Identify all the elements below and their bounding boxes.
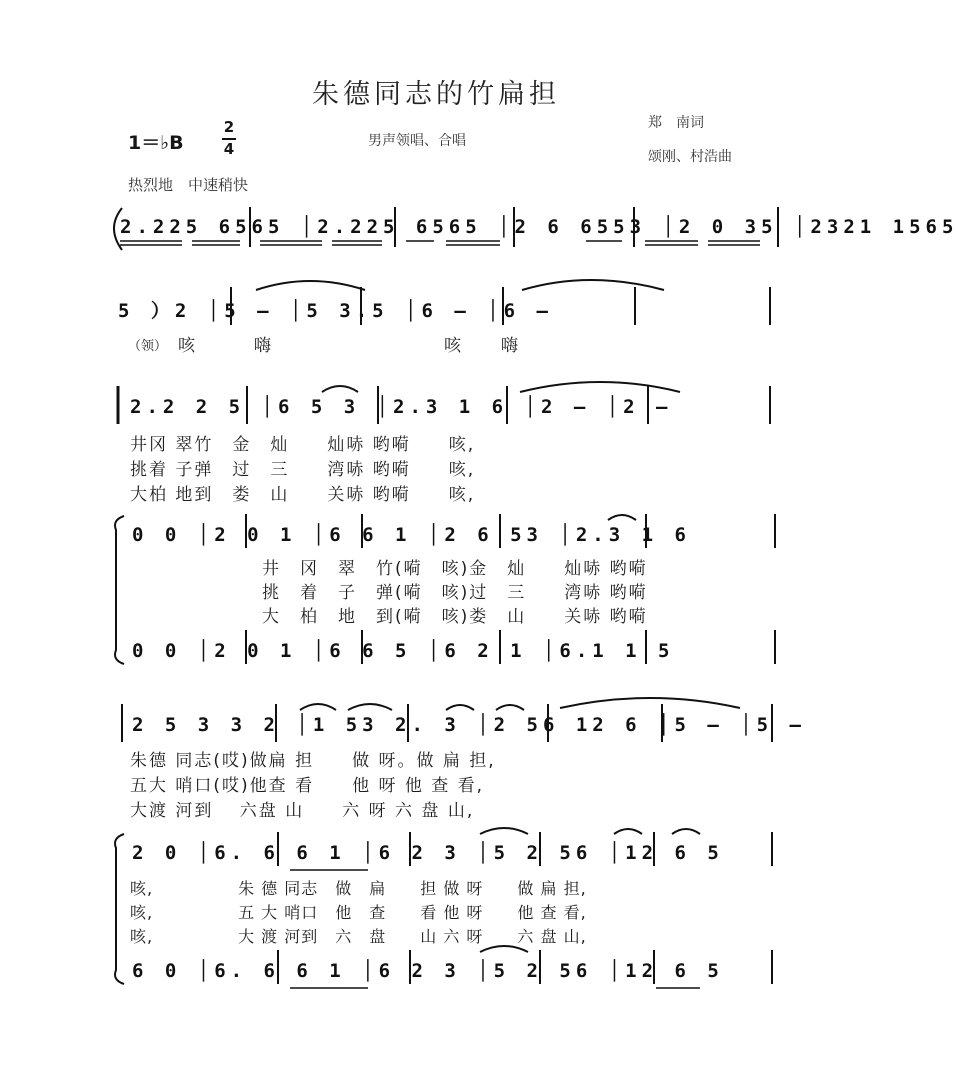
- intro-line2-notes: 5 ）2 │5 – │5 3.5 │6 – │6 –: [118, 300, 553, 322]
- tie-arc: [256, 281, 365, 290]
- tie-arc: [672, 829, 700, 834]
- tie-arc: [522, 280, 664, 290]
- lyricist-credit: 郑 南词: [648, 115, 704, 131]
- chorus2-lower-notes: 6 0 │6. 6 6 1 │6 2 3 │5 2 56 │12 6 5: [132, 960, 724, 982]
- tie-arc: [560, 698, 740, 708]
- tie-arc: [446, 705, 474, 710]
- system-brace: [115, 516, 124, 664]
- chorus1-lyric-2: 挑 着 子 弹(嗬 咳)过 三 湾哧 哟嗬: [262, 583, 648, 603]
- solo-notes: 2.2 2 5 │6 5 3 │2.3 1 6 │2 – │2 –: [130, 396, 673, 418]
- chorus1-lyric-3: 大 柏 地 到(嗬 咳)娄 山 关哧 哟嗬: [262, 607, 648, 627]
- melody3-notes: 2 5 3 3 2 │1 53 2. 3 │2 56 12 6 │5 – │5 –: [132, 714, 806, 736]
- chorus2-lyric-2: 咳, 五 大 哨口 他 查 看 他 呀 他 查 看,: [130, 903, 587, 922]
- chorus2-lyric-3: 咳, 大 渡 河到 六 盘 山 六 呀 六 盘 山,: [130, 927, 587, 946]
- chorus1-upper-notes: 0 0 │2 0 1 │6 6 1 │2 6 53 │2.3 1 6: [132, 524, 691, 546]
- tie-arc: [608, 515, 636, 520]
- tie-arc: [480, 946, 528, 952]
- melody3-lyric-2: 五大 哨口(哎)他查 看 他 呀 他 查 看,: [130, 776, 485, 796]
- tie-arc: [520, 382, 680, 392]
- melody3-lyric-3: 大渡 河到 六盘 山 六 呀 六 盘 山,: [130, 801, 475, 821]
- tie-arc: [480, 828, 528, 834]
- intro-notes: 2.225 6565 │2.225 6565 │2 6 6553 │2 0 35 │2321 1565: [120, 216, 958, 238]
- key-signature: 1＝♭B: [128, 132, 184, 154]
- chorus1-lyric-1: 井 冈 翠 竹(嗬 咳)金 灿 灿哧 哟嗬: [262, 559, 648, 579]
- tie-arc: [496, 705, 524, 710]
- performance-note: 男声领唱、合唱: [368, 133, 466, 149]
- page-title: 朱德同志的竹扁担: [312, 79, 560, 110]
- tie-arc: [300, 704, 336, 710]
- tie-arc: [348, 704, 392, 710]
- time-signature-numerator: 2: [223, 118, 235, 136]
- time-signature-denominator: 4: [223, 140, 235, 158]
- part-label: （领）: [128, 339, 168, 354]
- tempo-marking: 热烈地 中速稍快: [128, 176, 249, 194]
- intro-open-paren: [114, 208, 122, 250]
- tie-arc: [614, 829, 642, 834]
- composer-credit: 颂刚、村浩曲: [648, 149, 732, 165]
- chorus1-lower-notes: 0 0 │2 0 1 │6 6 5 │6 2 1 │6.1 1 5: [132, 640, 675, 662]
- chorus2-lyric-1: 咳, 朱 德 同志 做 扁 担 做 呀 做 扁 担,: [130, 879, 587, 898]
- tie-arc: [322, 386, 358, 392]
- solo-lyric-3: 大柏 地到 娄 山 关哧 哟嗬 咳,: [130, 485, 476, 505]
- system-brace: [115, 834, 124, 984]
- intro-lyrics: 咳 嗨 咳 嗨: [178, 336, 520, 356]
- melody3-lyric-1: 朱德 同志(哎)做扁 担 做 呀。做 扁 担,: [130, 751, 496, 771]
- chorus2-upper-notes: 2 0 │6. 6 6 1 │6 2 3 │5 2 56 │12 6 5: [132, 842, 724, 864]
- solo-lyric-2: 挑着 子弹 过 三 湾哧 哟嗬 咳,: [130, 460, 476, 480]
- solo-lyric-1: 井冈 翠竹 金 灿 灿哧 哟嗬 咳,: [130, 435, 476, 455]
